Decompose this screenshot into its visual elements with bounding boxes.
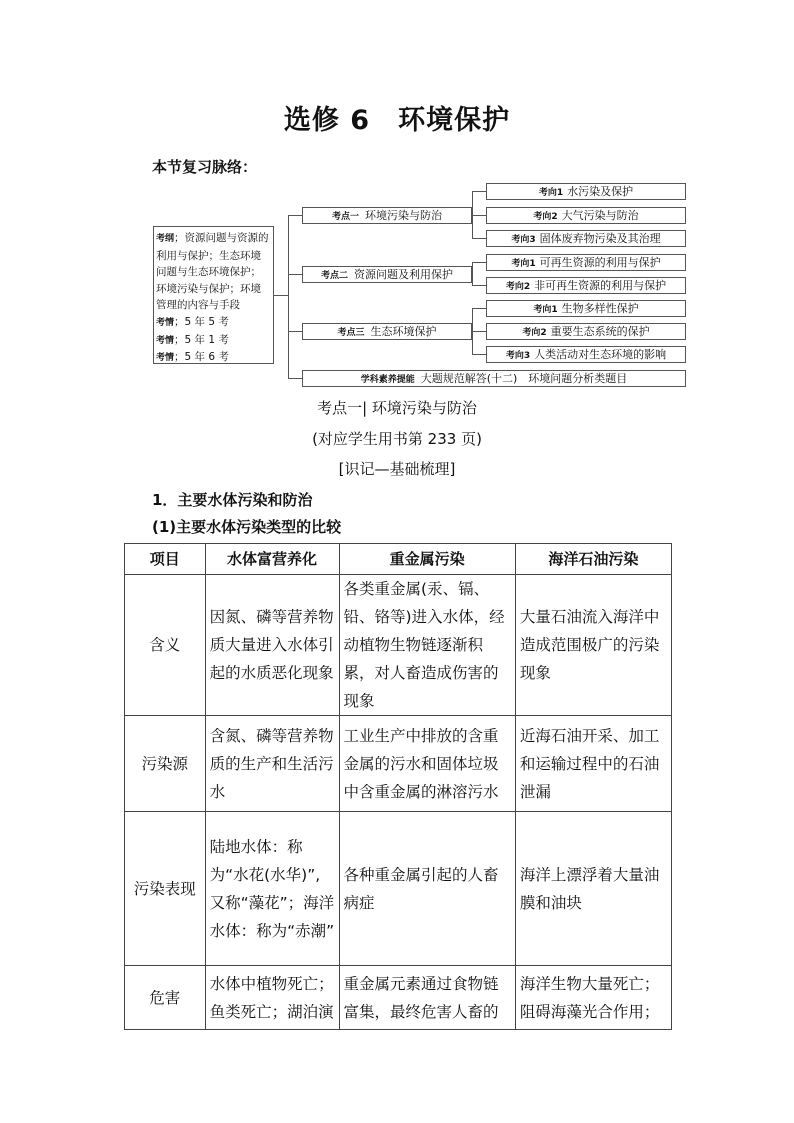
connector-line bbox=[288, 215, 302, 216]
table-cell: 各种重金属引起的人畜病症 bbox=[339, 812, 515, 966]
connector-line bbox=[472, 308, 486, 309]
point-3: 考点三 生态环境保护 bbox=[302, 323, 472, 340]
page-title: 选修 6 环境保护 bbox=[283, 105, 511, 136]
direction-item: 考向1 可再生资源的利用与保护 bbox=[486, 254, 686, 271]
table-cell: 水体中植物死亡；鱼类死亡；湖泊演 bbox=[205, 966, 339, 1030]
table-row bbox=[125, 966, 672, 1030]
table-cell: 海洋上漂浮着大量油膜和油块 bbox=[515, 812, 671, 966]
header-cell: 项目 bbox=[125, 544, 206, 575]
header-cell: 水体富营养化 bbox=[205, 544, 339, 575]
literacy-box: 学科素养提能 大题规范解答(十二) 环境问题分析类题目 bbox=[302, 370, 686, 387]
row-label: 污染源 bbox=[125, 716, 206, 812]
table-cell: 各类重金属(汞、镉、铅、铬等)进入水体，经动植物生物链逐渐积累，对人畜造成伤害的现象 bbox=[339, 575, 515, 716]
direction-item: 考向2 重要生态系统的保护 bbox=[486, 323, 686, 340]
connector-line bbox=[472, 262, 486, 263]
direction-item: 考向2 大气污染与防治 bbox=[486, 207, 686, 224]
section-tag: [识记—基础梳理] bbox=[338, 460, 456, 478]
review-outline-label: 本节复习脉络： bbox=[152, 158, 258, 176]
row-label: 含义 bbox=[125, 575, 206, 716]
table-cell: 因氮、磷等营养物质大量进入水体引起的水质恶化现象 bbox=[205, 575, 339, 716]
connector-line bbox=[288, 378, 302, 379]
connector-line bbox=[274, 295, 288, 296]
table-cell: 大量石油流入海洋中造成范围极广的污染现象 bbox=[515, 575, 671, 716]
table-cell: 陆地水体：称为“水花(水华)”,又称“藻花”；海洋水体：称为“赤潮” bbox=[205, 812, 339, 966]
header-cell: 重金属污染 bbox=[339, 544, 515, 575]
table-cell: 重金属元素通过食物链富集，最终危害人畜的 bbox=[339, 966, 515, 1030]
connector-line bbox=[472, 285, 486, 286]
syllabus-box: 考纲；资源问题与资源的利用与保护；生态环境问题与生态环境保护；环境污染与保护；环境管理的内容与手段 考情；5 年 5 考 考情；5 年 1 考 考情；5 年 6 考 bbox=[153, 226, 274, 364]
connector-line bbox=[288, 215, 289, 378]
connector-line bbox=[472, 238, 486, 239]
table-cell: 工业生产中排放的含重金属的污水和固体垃圾中含重金属的淋溶污水 bbox=[339, 716, 515, 812]
table-cell: 近海石油开采、加工和运输过程中的石油泄漏 bbox=[515, 716, 671, 812]
section-heading: 考点一| 环境污染与防治 bbox=[317, 399, 477, 417]
connector-line bbox=[288, 331, 302, 332]
direction-item: 考向3 人类活动对生态环境的影响 bbox=[486, 346, 686, 363]
table-row bbox=[125, 812, 672, 966]
direction-item: 考向2 非可再生资源的利用与保护 bbox=[486, 277, 686, 294]
point-2: 考点二 资源问题及利用保护 bbox=[302, 266, 472, 283]
connector-line bbox=[288, 274, 302, 275]
comparison-table bbox=[124, 543, 672, 1030]
connector-line bbox=[472, 354, 486, 355]
connector-line bbox=[472, 191, 486, 192]
page-reference: (对应学生用书第 233 页) bbox=[312, 430, 482, 448]
connector-line bbox=[472, 215, 486, 216]
table-row bbox=[125, 575, 672, 716]
row-label: 污染表现 bbox=[125, 812, 206, 966]
table-cell: 海洋生物大量死亡；阻碍海藻光合作用； bbox=[515, 966, 671, 1030]
direction-item: 考向1 生物多样性保护 bbox=[486, 300, 686, 317]
subheading-1: 1．主要水体污染和防治 bbox=[152, 491, 313, 509]
point-1: 考点一 环境污染与防治 bbox=[302, 207, 472, 224]
connector-line bbox=[472, 331, 486, 332]
row-label: 危害 bbox=[125, 966, 206, 1030]
direction-item: 考向3 固体废弃物污染及其治理 bbox=[486, 230, 686, 247]
subheading-2: (1)主要水体污染类型的比较 bbox=[152, 518, 342, 536]
direction-item: 考向1 水污染及保护 bbox=[486, 183, 686, 200]
connector-line bbox=[472, 262, 473, 285]
table-header-row bbox=[125, 544, 672, 575]
table-row bbox=[125, 716, 672, 812]
header-cell: 海洋石油污染 bbox=[515, 544, 671, 575]
table-cell: 含氮、磷等营养物质的生产和生活污水 bbox=[205, 716, 339, 812]
